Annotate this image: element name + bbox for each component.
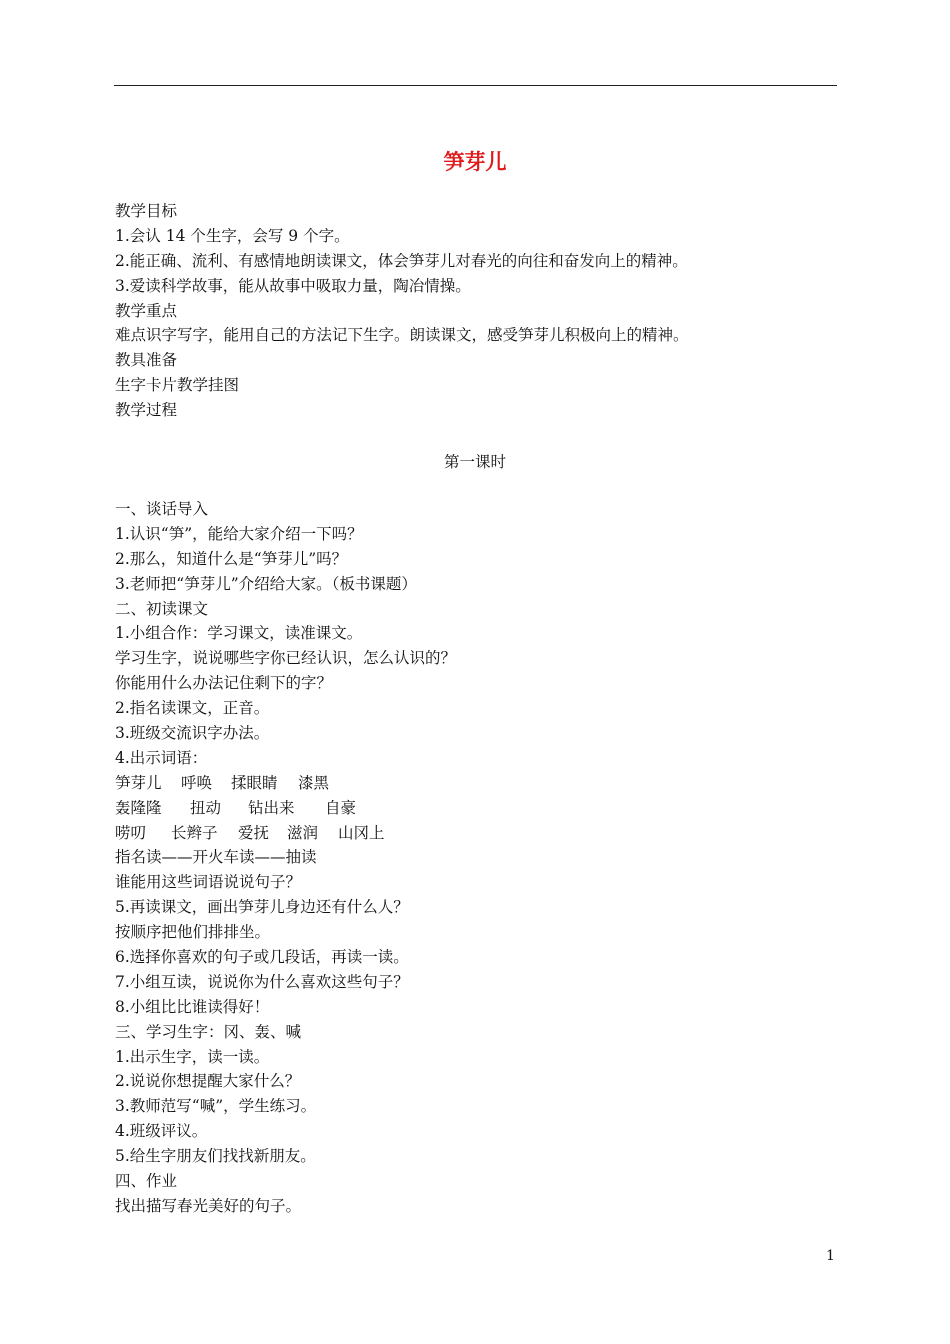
- body-line: 4.班级评议。: [115, 1122, 208, 1141]
- body-line: 按顺序把他们排排坐。: [115, 923, 271, 942]
- vocab-word: 滋润: [287, 823, 319, 842]
- vocab-word: 自豪: [325, 798, 357, 817]
- key-points-text: 难点识字写字，能用自己的方法记下生字。朗读课文，感受笋芽儿积极向上的精神。: [115, 326, 689, 345]
- body-line: 一、谈话导入: [115, 500, 209, 518]
- body-line: 5.再读课文，画出笋芽儿身边还有什么人？: [115, 898, 409, 917]
- body-line: 3.教师范写“喊”，学生练习。: [115, 1097, 317, 1116]
- vocab-word: 轰隆隆: [115, 798, 162, 817]
- body-line: 二、初读课文: [115, 599, 209, 618]
- vocab-word: 唠叨: [115, 823, 147, 842]
- header-rule: [114, 85, 837, 86]
- vocab-word: 扭动: [190, 798, 222, 817]
- body-line: 2.说说你想提醒大家什么？: [115, 1072, 301, 1091]
- body-line: 指名读——开火车读——抽读: [115, 848, 317, 867]
- body-line: 三、学习生字：冈、轰、喊: [115, 1022, 302, 1041]
- body-line: 1.小组合作：学习课文，读准课文。: [115, 624, 363, 643]
- body-line: 1.出示生字，读一读。: [115, 1047, 270, 1066]
- body-line: 7.小组互读，说说你为什么喜欢这些句子？: [115, 972, 409, 991]
- word-row-1: [115, 771, 845, 796]
- section-heading-goals: 教学目标: [115, 202, 178, 220]
- vocab-word: 呼唤: [181, 773, 213, 792]
- body-line: 3.老师把“笋芽儿”介绍给大家。（板书课题）: [115, 574, 417, 593]
- body-line: 谁能用这些词语说说句子？: [115, 873, 302, 892]
- word-row-2: [115, 796, 845, 821]
- body-line: 8.小组比比谁读得好！: [115, 997, 270, 1016]
- goal-item-2: 2.能正确、流利、有感情地朗读课文，体会笋芽儿对春光的向往和奋发向上的精神。: [115, 251, 688, 270]
- section-heading-key-points: 教学重点: [115, 301, 178, 320]
- vocab-word: 揉眼睛: [231, 773, 278, 792]
- body-line: 四、作业: [115, 1172, 178, 1191]
- body-line: 6.选择你喜欢的句子或几段话，再读一读。: [115, 948, 409, 967]
- vocab-word: 钻出来: [248, 798, 295, 817]
- body-line: 5.给生字朋友们找找新朋友。: [115, 1147, 316, 1166]
- vocab-word: 爱抚: [238, 823, 270, 842]
- body-line: 2.那么，知道什么是“笋芽儿”吗？: [115, 549, 348, 568]
- body-line: 1.认识“笋”，能给大家介绍一下吗？: [115, 524, 363, 543]
- materials-text: 生字卡片教学挂图: [115, 376, 240, 395]
- body-line: 你能用什么办法记住剩下的字？: [115, 674, 333, 693]
- document-title: 笋芽儿: [443, 150, 507, 174]
- goal-item-3: 3.爱读科学故事，能从故事中吸取力量，陶冶情操。: [115, 276, 471, 295]
- section-heading-materials: 教具准备: [115, 351, 178, 370]
- lesson-body: [115, 497, 845, 1219]
- vocab-word: 笋芽儿: [115, 773, 162, 792]
- vocab-word: 漆黑: [298, 773, 330, 792]
- word-row-3: [115, 821, 845, 846]
- section-heading-process: 教学过程: [115, 401, 178, 420]
- page-number: 1: [826, 1248, 835, 1264]
- body-line: 学习生字，说说哪些字你已经认识，怎么认识的？: [115, 649, 457, 668]
- intro-section: [115, 199, 845, 423]
- vocab-word: 山冈上: [338, 823, 385, 842]
- lesson-heading: 第一课时: [443, 453, 506, 471]
- body-line: 2.指名读课文，正音。: [115, 699, 270, 718]
- body-line: 找出描写春光美好的句子。: [115, 1196, 302, 1215]
- vocab-word: 长辫子: [171, 823, 218, 842]
- body-line: 4.出示词语：: [115, 748, 208, 767]
- goal-item-1: 1.会认 14 个生字，会写 9 个字。: [115, 226, 350, 245]
- body-line: 3.班级交流识字办法。: [115, 724, 270, 743]
